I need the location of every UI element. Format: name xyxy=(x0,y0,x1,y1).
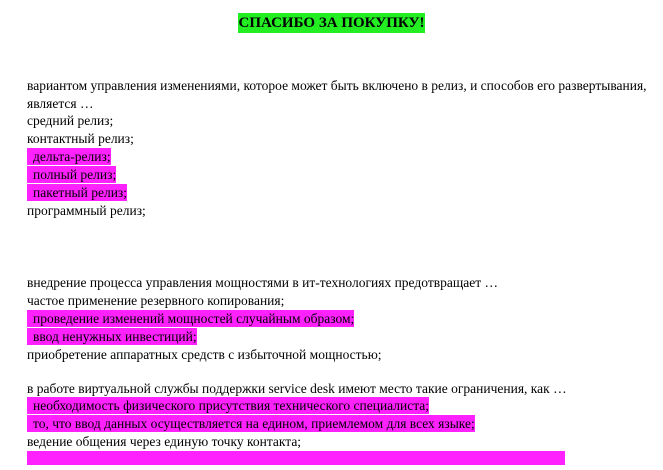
quiz-content xyxy=(27,77,653,470)
spacer xyxy=(27,364,653,380)
answer-text: пакетный релиз; xyxy=(27,184,127,201)
answer-option xyxy=(27,202,653,220)
answer-text: то, что ввод данных осуществляется на едином, приемлемом для всех языке; xyxy=(27,415,475,432)
answer-option-selected xyxy=(27,451,653,470)
answer-text: контактный релиз; xyxy=(27,131,134,146)
answer-option xyxy=(27,130,653,148)
answer-option-selected xyxy=(27,148,653,166)
answer-option-selected xyxy=(27,166,653,184)
answer-text: средний релиз; xyxy=(27,113,113,128)
question-block xyxy=(27,274,653,364)
question-block xyxy=(27,77,653,220)
answer-option xyxy=(27,433,653,451)
answer-text: приобретение аппаратных средств с избыточной мощностью; xyxy=(27,347,382,362)
question-text: вариантом управления изменениями, которое может быть включено в релиз, и способов его развертывания, является … xyxy=(27,77,653,112)
thank-you-banner: СПАСИБО ЗА ПОКУПКУ! xyxy=(238,13,426,33)
answer-option xyxy=(27,292,653,310)
answer-text: дельта-релиз; xyxy=(27,148,111,165)
answer-option xyxy=(27,112,653,130)
banner-wrap xyxy=(0,13,663,33)
question-text: в работе виртуальной службы поддержки service desk имеют место такие ограничения, как … xyxy=(27,380,653,398)
answer-text: частое применение резервного копирования; xyxy=(27,293,284,308)
answer-text: полный релиз; xyxy=(27,166,116,183)
answer-text: ведение общения через единую точку контакта; xyxy=(27,434,301,449)
question-text: внедрение процесса управления мощностями в ит-технологиях предотвращает … xyxy=(27,274,653,292)
answer-option-selected xyxy=(27,310,653,328)
answer-text: ввод ненужных инвестиций; xyxy=(27,328,197,345)
spacer xyxy=(27,220,653,274)
answer-text: необходимость физического присутствия технического специалиста; xyxy=(27,397,429,414)
answer-option-selected xyxy=(27,328,653,346)
answer-option-selected xyxy=(27,415,653,433)
question-block xyxy=(27,380,653,470)
answer-text: программный релиз; xyxy=(27,203,146,218)
answer-option-selected xyxy=(27,184,653,202)
answer-text: проведение изменений мощностей случайным образом; xyxy=(27,310,354,327)
answer-option-selected xyxy=(27,397,653,415)
answer-option xyxy=(27,346,653,364)
